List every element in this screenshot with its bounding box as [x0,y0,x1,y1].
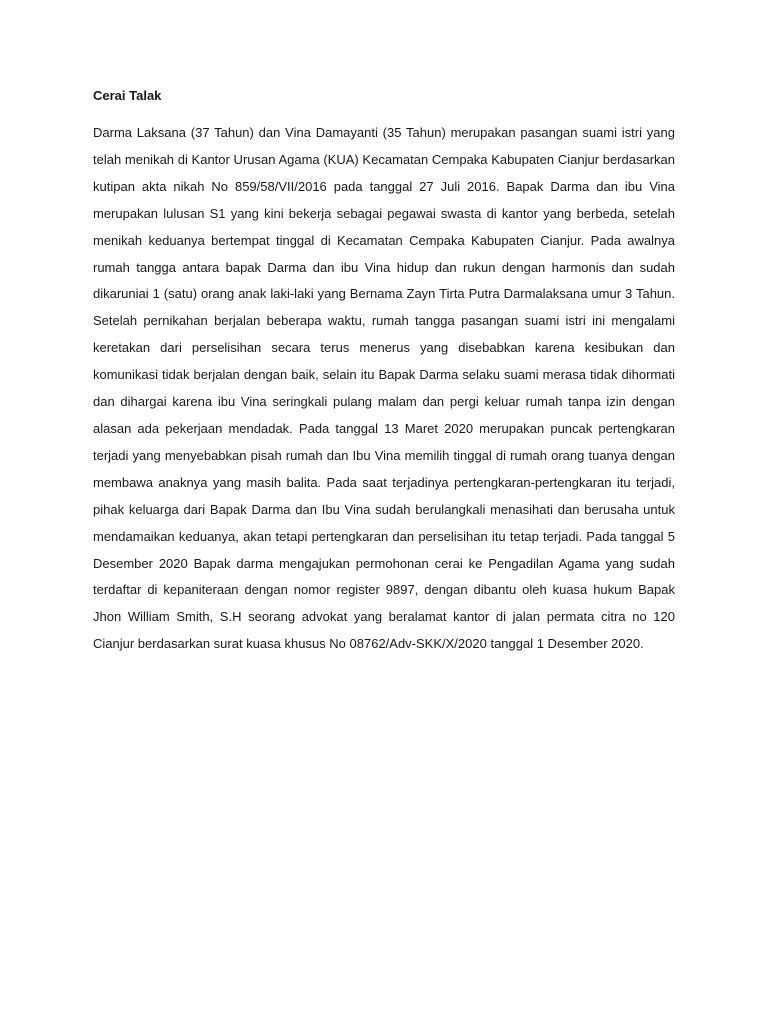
document-paragraph: Darma Laksana (37 Tahun) dan Vina Damayanti (35 Tahun) merupakan pasangan suami istri yang telah menikah di Kantor Urusan Agama (KUA) Kecamatan Cempaka Kabupaten Cianjur berdasarkan kutipan akta nikah No 859/58/VII/2016 pada tanggal 27 Juli 2016. Bapak Darma dan ibu Vina merupakan lulusan S1 yang kini bekerja sebagai pegawai swasta di kantor yang berbeda, setelah menikah keduanya bertempat tinggal di Kecamatan Cempaka Kabupaten Cianjur. Pada awalnya rumah tangga antara bapak Darma dan ibu Vina hidup dan rukun dengan harmonis dan sudah dikaruniai 1 (satu) orang anak laki-laki yang Bernama Zayn Tirta Putra Darmalaksana umur 3 Tahun. Setelah pernikahan berjalan beberapa waktu, rumah tangga pasangan suami istri ini mengalami keretakan dari perselisihan secara terus menerus yang disebabkan karena kesibukan dan komunikasi tidak berjalan dengan baik, selain itu Bapak Darma selaku suami merasa tidak dihormati dan dihargai karena ibu Vina seringkali pulang malam dan pergi keluar rumah tanpa izin dengan alasan ada pekerjaan mendadak. Pada tanggal 13 Maret 2020 merupakan puncak pertengkaran terjadi yang menyebabkan pisah rumah dan Ibu Vina memilih tinggal di rumah orang tuanya dengan membawa anaknya yang masih balita. Pada saat terjadinya pertengkaran-pertengkaran itu terjadi, pihak keluarga dari Bapak Darma dan Ibu Vina sudah berulangkali menasihati dan berusaha untuk mendamaikan keduanya, akan tetapi pertengkaran dan perselisihan itu tetap terjadi. Pada tanggal 5 Desember 2020 Bapak darma mengajukan permohonan cerai ke Pengadilan Agama yang sudah terdaftar di kepaniteraan dengan nomor register 9897, dengan dibantu oleh kuasa hukum Bapak Jhon William Smith, S.H seorang advokat yang beralamat kantor di jalan permata citra no 120 Cianjur berdasarkan surat kuasa khusus No 08762/Adv-SKK/X/2020 tanggal 1 Desember 2020. [93,125,675,652]
document-title: Cerai Talak [93,88,162,103]
